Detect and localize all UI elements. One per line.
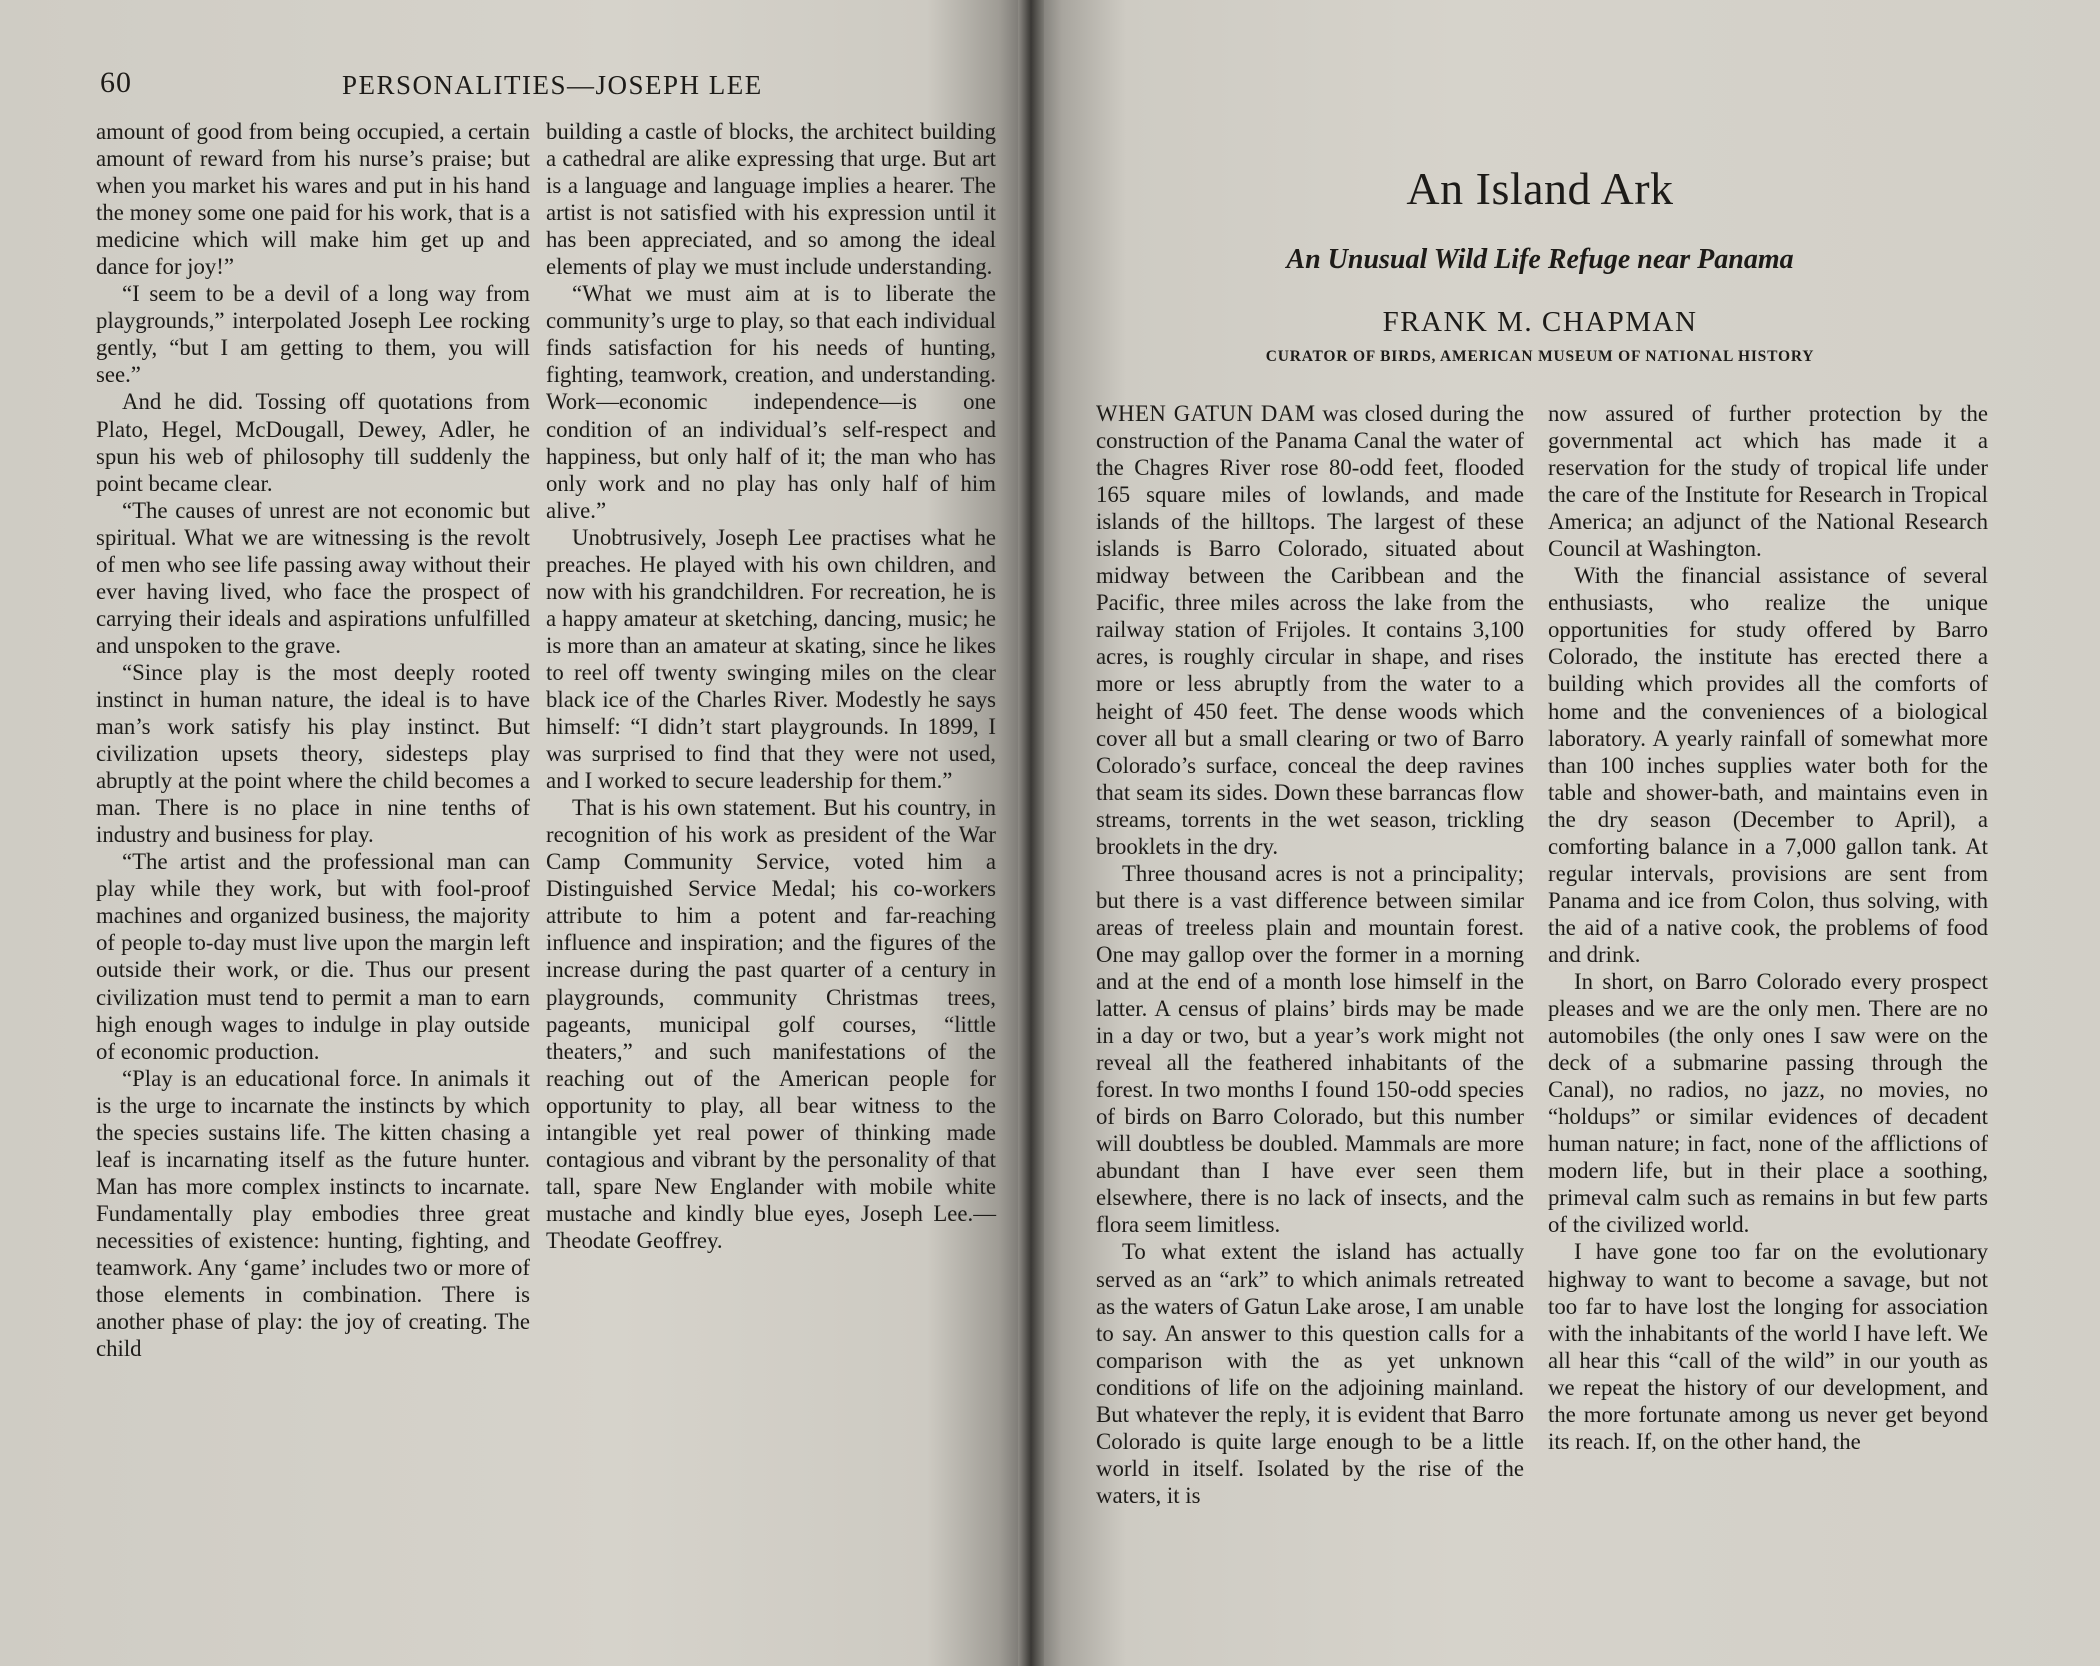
paragraph: In short, on Barro Colorado every prospect pleases and we are the only men. There are no automobiles (the only ones I saw were on the deck of a submarine passing through the Canal), no radios, no jazz, no movies, no “holdups” or similar evidences of decadent human nature; in fact, none of the afflictions of modern life, but in their place a soothing, primeval calm such as remains in but few parts of the civilized world. <box>1548 968 1988 1238</box>
paragraph: “I seem to be a devil of a long way from playgrounds,” interpolated Joseph Lee rocking gently, “but I am getting to them, you will see.” <box>96 281 530 388</box>
paragraph: And he did. Tossing off quotations from Plato, Hegel, McDougall, Dewey, Adler, he spun his web of philosophy till suddenly the point became clear. <box>96 389 530 496</box>
paragraph: With the financial assistance of several enthusiasts, who realize the unique opportunities for study offered by Barro Colorado, the institute has erected there a building which provides all the comforts of home and the conveniences of a biological laboratory. A yearly rainfall of somewhat more than 100 inches supplies water both for the table and shower-bath, and maintains even in the dry season (December to April), a comforting balance in a 7,000 gallon tank. At regular intervals, provisions are sent from Panama and ice from Colon, thus solving, with the aid of a native cook, the problems of food and drink. <box>1548 563 1988 967</box>
paragraph: “What we must aim at is to liberate the community’s urge to play, so that each individual finds satisfaction for his needs of hunting, fighting, teamwork, creation, and understanding. Work—economic independence—is one condition of an individual’s self-respect and happiness, but only half of it; the man who has only work and no play has only half of him alive.” <box>546 281 996 523</box>
page-number: 60 <box>100 66 132 99</box>
opening-text: was closed during the construction of the Panama Canal the water of the Chagres River rose 80-odd feet, flooded 165 square miles of lowlands, and made islands of the hilltops. The largest of these islands is Barro Colorado, situated about midway between the Caribbean and the Pacific, three miles across the lake from the railway station of Frijoles. It contains 3,100 acres, is roughly circular in shape, and rises more or less abruptly from the water to a height of 450 feet. The dense woods which cover all but a small clearing or two of Barro Colorado’s surface, conceal the deep ravines that seam its sides. Down these barrancas flow streams, torrents in the wet season, trickling brooklets in the dry. <box>1096 401 1525 859</box>
paragraph: amount of good from being occupied, a certain amount of reward from his nurse’s praise; but when you market his wares and put in his hand the money some one paid for his work, that is a medicine which will make him get up and dance for joy!” <box>96 119 530 280</box>
article-title: An Island Ark <box>1406 163 1674 214</box>
right-column-1 <box>1096 400 1524 1509</box>
paragraph: “The causes of unrest are not economic but spiritual. What we are witnessing is the revolt of men who see life passing away without their ever having lived, who face the prospect of carrying their ideals and aspirations unfulfilled and unspoken to the grave. <box>96 497 530 658</box>
paragraph: “The artist and the professional man can play while they work, but with fool-proof machines and organized business, the majority of people to-day must live upon the margin left outside their work, or die. Thus our present civilization must tend to permit a man to earn high enough wages to indulge in play outside of economic production. <box>96 849 530 1064</box>
paragraph: “Play is an educational force. In animals it is the urge to incarnate the instincts by which the species sustains life. The kitten chasing a leaf is incarnating itself as the future hunter. Man has more complex instincts to incarnate. Fundamentally play embodies three great necessities of existence: hunting, fighting, and teamwork. Any ‘game’ includes two or more of those elements in combination. There is another phase of play: the joy of creating. The child <box>96 1065 530 1362</box>
paragraph: That is his own statement. But his country, in recognition of his work as president of the War Camp Community Service, voted him a Distinguished Service Medal; his co-workers attribute to him a potent and far-reaching influence and inspiration; and the figures of the increase during the past quarter of a century in playgrounds, community Christmas trees, pageants, municipal golf courses, “little theaters,” and such manifestations of the reaching out of the American people for opportunity to play, all bear witness to the intangible yet real power of thinking made contagious and vibrant by the personality of that tall, spare New Englander with mobile white mustache and kindly blue eyes, Joseph Lee.—Theodate Geoffrey. <box>546 795 996 1253</box>
author-name: FRANK M. CHAPMAN <box>1382 306 1698 338</box>
paragraph: I have gone too far on the evolutionary highway to want to become a savage, but not too far to have lost the longing for association with the inhabitants of the world I have left. We all hear this “call of the wild” in our youth as we repeat the history of our development, and the more fortunate among us never get beyond its reach. If, on the other hand, the <box>1548 1239 1988 1454</box>
paragraph: now assured of further protection by the governmental act which has made it a reservation for the study of tropical life under the care of the Institute for Research in Tropical America; an adjunct of the National Research Council at Washington. <box>1548 401 1988 562</box>
left-column-1 <box>96 118 530 1362</box>
opening-words: WHEN GATUN DAM <box>1096 401 1316 426</box>
paragraph: building a castle of blocks, the architect building a cathedral are alike expressing that urge. But art is a language and language implies a hearer. The artist is not satisfied with his expression until it has been appreciated, and so among the ideal elements of play we must include understanding. <box>546 119 996 280</box>
opening-paragraph <box>1096 400 1524 860</box>
book-gutter <box>1018 0 1044 1666</box>
left-page <box>0 0 1030 1666</box>
paragraph: Three thousand acres is not a principality; but there is a vast difference between similar areas of treeless plain and mountain forest. One may gallop over the former in a morning and at the end of a month lose himself in the latter. A census of plains’ birds may be made in a day or two, but a year’s work might not reveal all the feathered inhabitants of the forest. In two months I found 150-odd species of birds on Barro Colorado, but this number will doubtless be doubled. Mammals are more abundant than I have ever seen them elsewhere, there is no lack of insects, and the flora seem limitless. <box>1096 860 1524 1238</box>
paragraph: Unobtrusively, Joseph Lee practises what he preaches. He played with his own children, and now with his grandchildren. For recreation, he is a happy amateur at sketching, dancing, music; he is more than an amateur at skating, since he likes to reel off twenty swinging miles on the clear black ice of the Charles River. Modestly he says himself: “I didn’t start playgrounds. In 1899, I was surprised to find that they were not used, and I worked to secure leadership for them.” <box>546 524 996 794</box>
paragraph: “Since play is the most deeply rooted instinct in human nature, the ideal is to have man’s work satisfy his play instinct. But civilization upsets theory, sidesteps play abruptly at the point where the child becomes a man. There is no place in nine tenths of industry and business for play. <box>96 659 530 848</box>
right-column-2 <box>1548 400 1988 1455</box>
left-column-2 <box>546 118 996 1254</box>
running-head: PERSONALITIES—JOSEPH LEE <box>342 70 763 100</box>
paragraph: To what extent the island has actually served as an “ark” to which animals retreated as the waters of Gatun Lake arose, I am unable to say. An answer to this question calls for a comparison with the as yet unknown conditions of life on the adjoining mainland. But whatever the reply, it is evident that Barro Colorado is quite large enough to be a little world in itself. Isolated by the rise of the waters, it is <box>1096 1239 1524 1508</box>
article-subtitle: An Unusual Wild Life Refuge near Panama <box>1286 244 1794 275</box>
author-affiliation: CURATOR OF BIRDS, AMERICAN MUSEUM OF NATIONAL HISTORY <box>1265 348 1815 365</box>
